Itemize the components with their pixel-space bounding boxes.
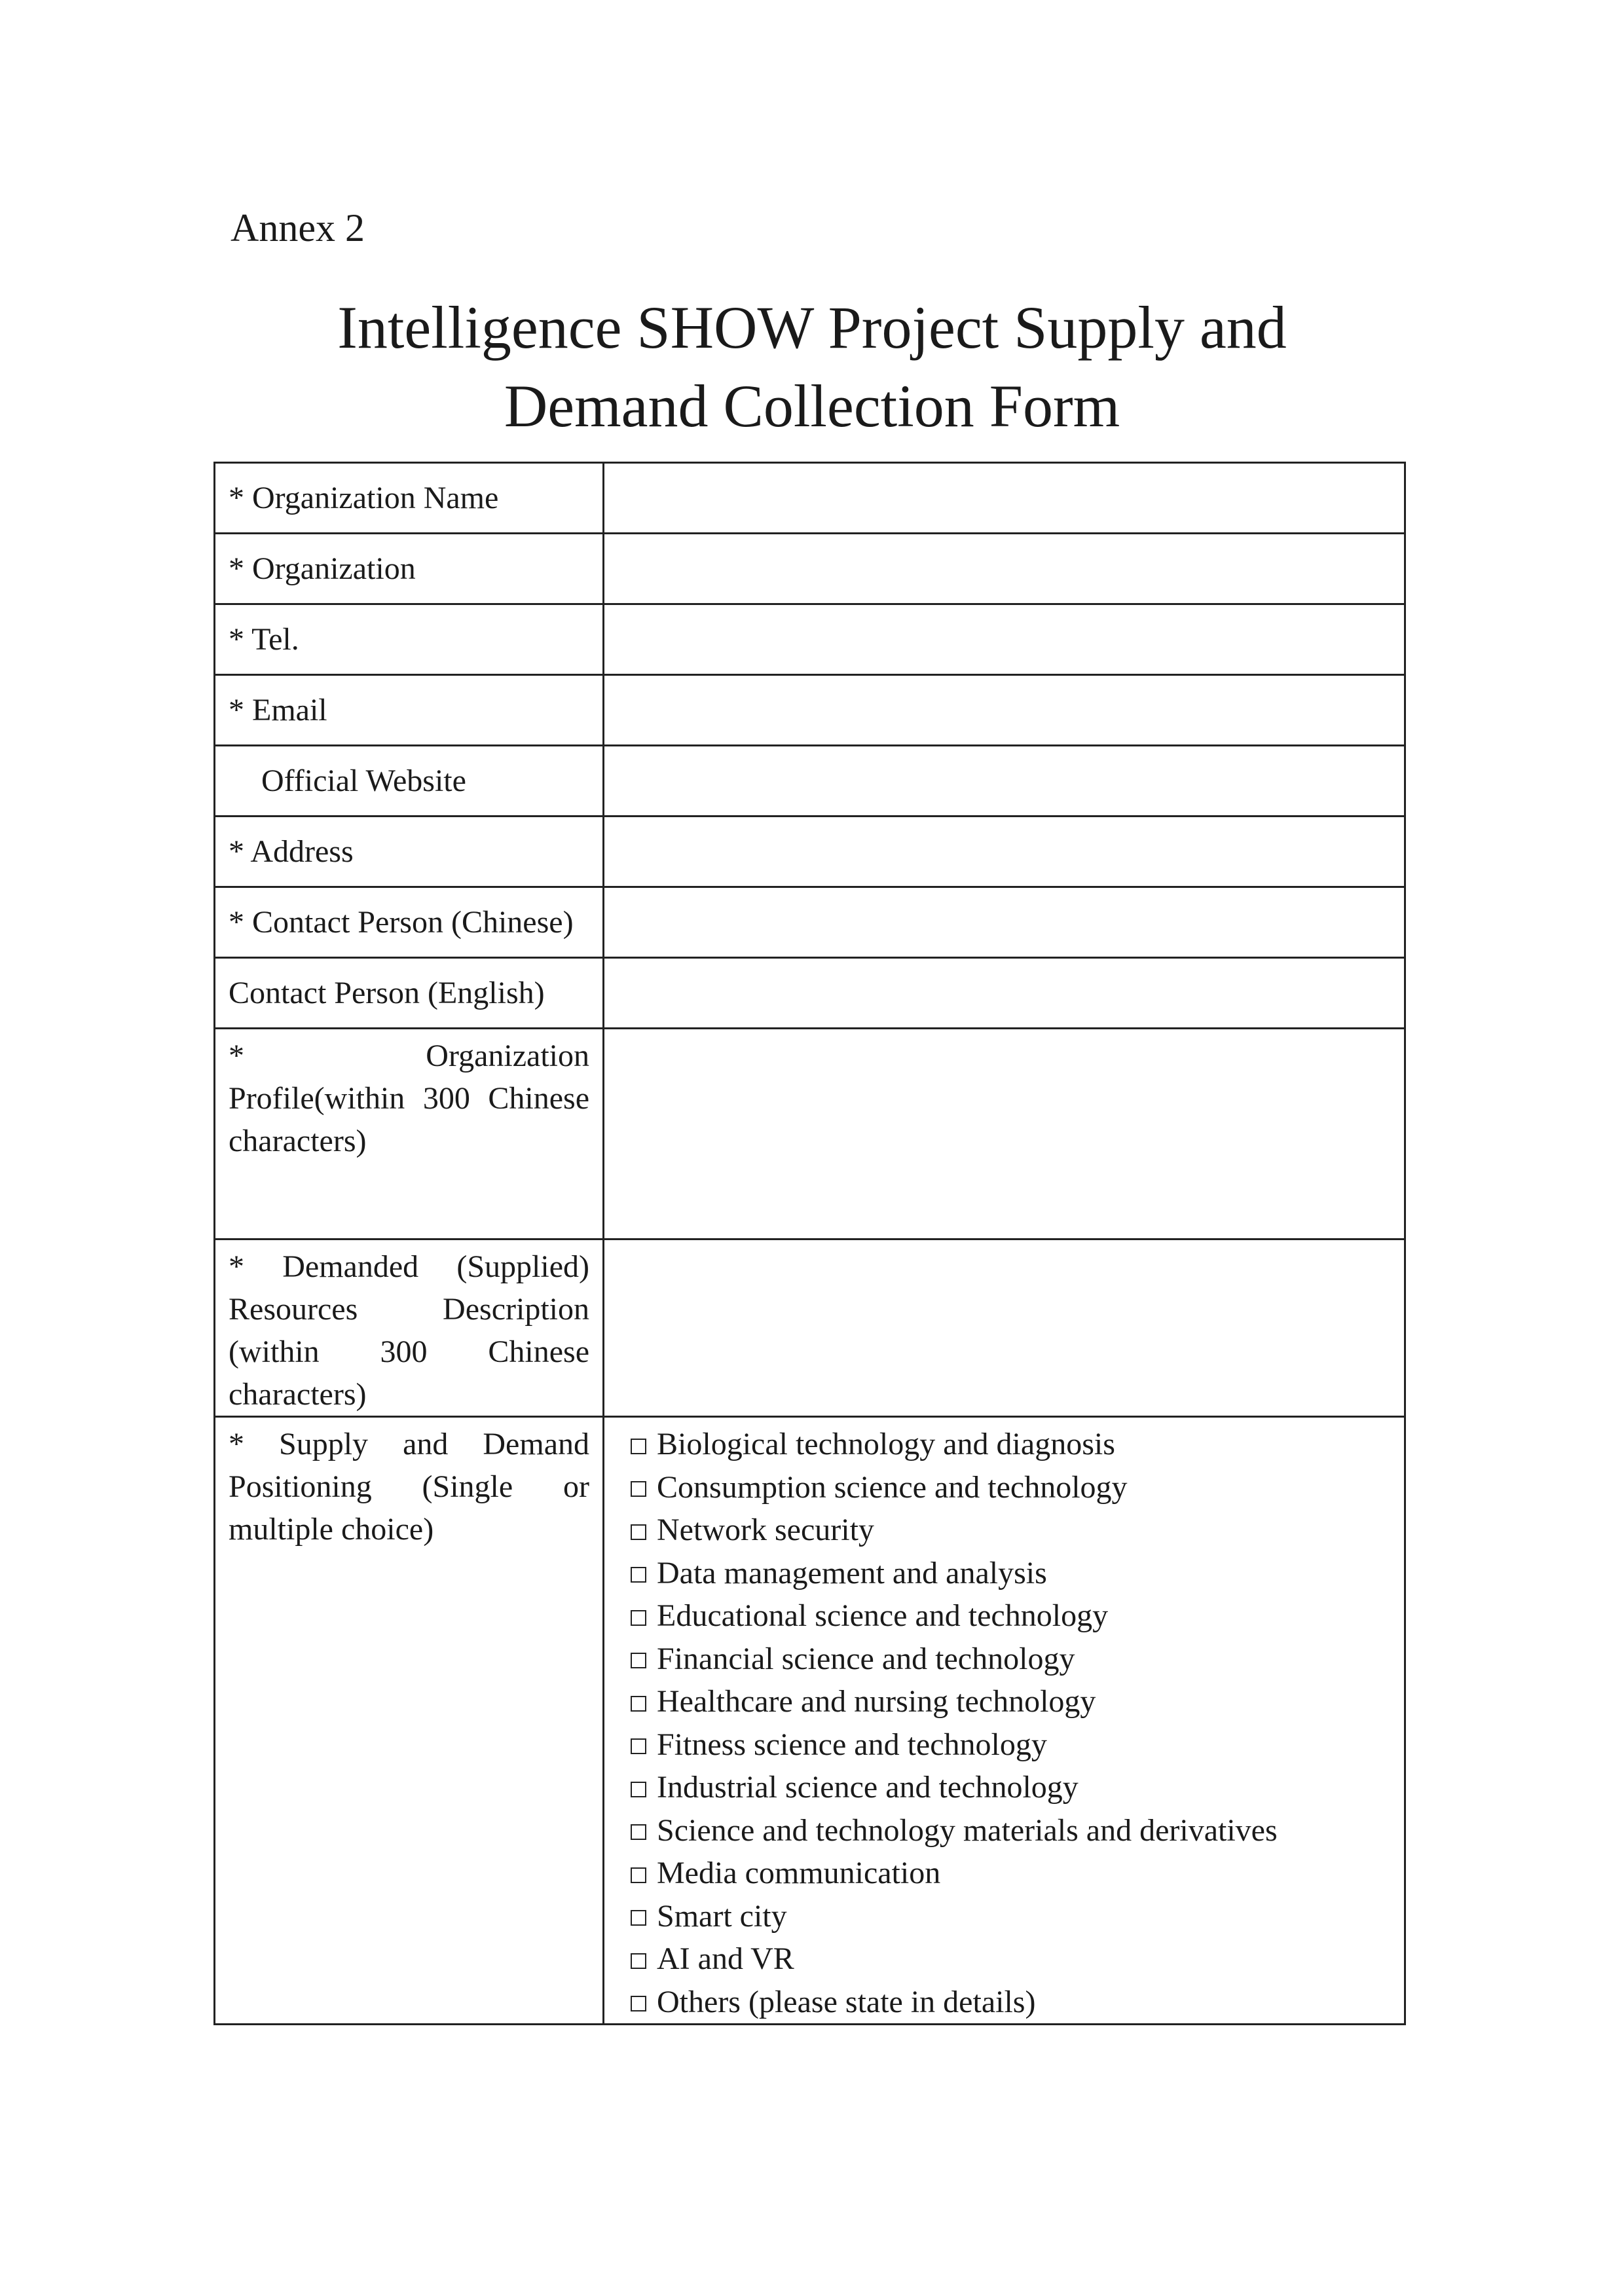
form-title [183,288,1441,445]
form-row-organization-profile [215,1029,1405,1239]
form-row-positioning [215,1417,1405,2025]
official-website-field[interactable] [604,746,1405,817]
form-row-contact-person-chinese [215,887,1405,958]
collection-form-table [213,462,1406,2025]
checkbox-icon[interactable] [631,1867,646,1883]
option-media-communication[interactable]: Media communication [631,1852,1391,1895]
checkbox-icon[interactable] [631,1439,646,1454]
organization-name-field[interactable] [604,463,1405,534]
option-educational-science[interactable]: Educational science and technology [631,1594,1391,1638]
option-others[interactable]: Others (please state in details) [631,1981,1391,2024]
checkbox-icon[interactable] [631,1524,646,1540]
field-label: * Tel. [215,604,604,675]
checkbox-icon[interactable] [631,1953,646,1969]
checkbox-icon[interactable] [631,1653,646,1668]
option-industrial-science[interactable]: Industrial science and technology [631,1766,1391,1809]
option-network-security[interactable]: Network security [631,1509,1391,1552]
option-data-management[interactable]: Data management and analysis [631,1552,1391,1595]
checkbox-icon[interactable] [631,1610,646,1626]
contact-person-chinese-field[interactable] [604,887,1405,958]
form-row-email [215,675,1405,746]
checkbox-icon[interactable] [631,1738,646,1754]
organization-profile-field[interactable] [604,1029,1405,1239]
form-row-resources-description [215,1239,1405,1417]
organization-field[interactable] [604,534,1405,604]
field-label: Contact Person (English) [215,958,604,1029]
form-row-tel [215,604,1405,675]
form-row-official-website [215,746,1405,817]
form-row-organization [215,534,1405,604]
option-fitness-science[interactable]: Fitness science and technology [631,1723,1391,1767]
checkbox-icon[interactable] [631,1567,646,1583]
checkbox-icon[interactable] [631,1782,646,1797]
contact-person-english-field[interactable] [604,958,1405,1029]
checkbox-icon[interactable] [631,1696,646,1712]
field-label: * Email [215,675,604,746]
field-label: Official Website [261,763,466,798]
field-label: * Contact Person (Chinese) [215,887,604,958]
option-biological-technology[interactable]: Biological technology and diagnosis [631,1423,1391,1466]
checkbox-icon[interactable] [631,1910,646,1926]
option-ai-vr[interactable]: AI and VR [631,1937,1391,1981]
field-label: * Organization Profile(within 300 Chinese characters) [215,1029,604,1239]
positioning-options [604,1417,1405,2025]
field-label: * Organization [215,534,604,604]
email-field[interactable] [604,675,1405,746]
field-label: * Organization Name [215,463,604,534]
option-materials-derivatives[interactable]: Science and technology materials and derivatives [631,1809,1391,1852]
address-field[interactable] [604,817,1405,887]
form-title-line-2: Demand Collection Form [504,373,1120,439]
field-label: * Supply and Demand Positioning (Single or multiple choice) [215,1417,604,2025]
annex-label: Annex 2 [231,206,365,249]
tel-field[interactable] [604,604,1405,675]
option-financial-science[interactable]: Financial science and technology [631,1638,1391,1681]
checkbox-icon[interactable] [631,1481,646,1497]
form-row-address [215,817,1405,887]
resources-description-field[interactable] [604,1239,1405,1417]
field-label: * Demanded (Supplied) Resources Description (within 300 Chinese characters) [215,1239,604,1417]
form-row-organization-name [215,463,1405,534]
form-title-line-1: Intelligence SHOW Project Supply and [337,294,1287,361]
form-row-contact-person-english [215,958,1405,1029]
field-label: * Address [215,817,604,887]
option-healthcare-nursing[interactable]: Healthcare and nursing technology [631,1680,1391,1723]
checkbox-icon[interactable] [631,1824,646,1840]
checkbox-icon[interactable] [631,1996,646,2011]
option-consumption-science[interactable]: Consumption science and technology [631,1466,1391,1509]
option-smart-city[interactable]: Smart city [631,1895,1391,1938]
